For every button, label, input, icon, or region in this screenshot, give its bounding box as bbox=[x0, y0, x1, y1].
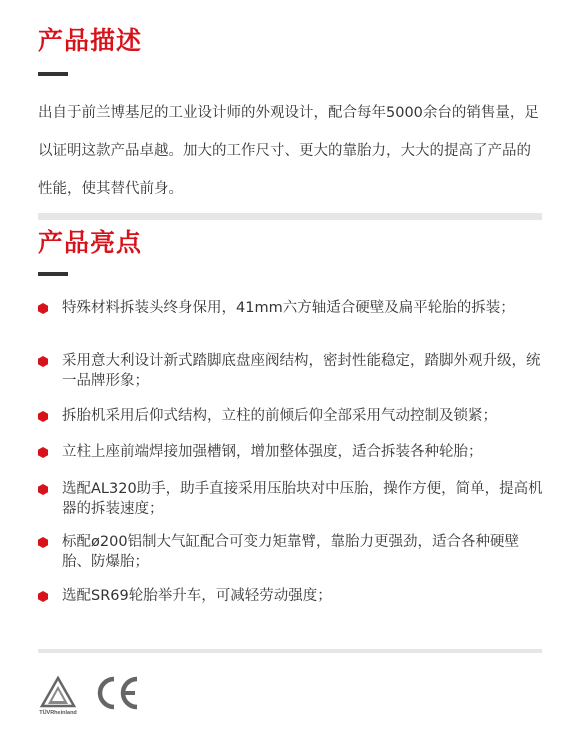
hexagon-bullet-icon bbox=[38, 537, 48, 548]
highlight-text: 特殊材料拆装头终身保用，41mm六方轴适合硬壁及扁平轮胎的拆装； bbox=[62, 300, 515, 316]
highlight-item bbox=[38, 298, 548, 318]
highlight-item bbox=[38, 532, 548, 572]
svg-text:TÜVRheinland: TÜVRheinland bbox=[39, 710, 77, 716]
highlight-text: 标配ø200铝制大气缸配合可变力矩靠臂，靠胎力更强劲，适合各种硬壁胎、防爆胎； bbox=[62, 534, 520, 570]
highlight-item bbox=[38, 479, 548, 519]
highlight-item bbox=[38, 406, 548, 426]
hexagon-bullet-icon bbox=[38, 303, 48, 314]
hexagon-bullet-icon bbox=[38, 484, 48, 495]
highlight-item bbox=[38, 442, 548, 462]
highlight-text: 采用意大利设计新式踏脚底盘座阀结构，密封性能稳定，踏脚外观升级，统一品牌形象； bbox=[62, 353, 541, 389]
ce-mark-icon bbox=[94, 674, 142, 712]
hexagon-bullet-icon bbox=[38, 591, 48, 602]
section-divider bbox=[38, 213, 542, 220]
footer-divider bbox=[38, 649, 542, 653]
highlights-title: 产品亮点 bbox=[38, 228, 143, 257]
hexagon-bullet-icon bbox=[38, 447, 48, 458]
hexagon-bullet-icon bbox=[38, 356, 48, 367]
tuv-rheinland-logo-icon bbox=[38, 676, 78, 716]
highlights-title-underline bbox=[38, 272, 68, 276]
hexagon-bullet-icon bbox=[38, 411, 48, 422]
certification-logos bbox=[38, 672, 158, 716]
description-title-underline bbox=[38, 72, 68, 76]
highlight-item bbox=[38, 586, 548, 606]
highlight-text: 选配SR69轮胎举升车，可减轻劳动强度； bbox=[62, 588, 332, 604]
highlight-text: 立柱上座前端焊接加强槽钢，增加整体强度，适合拆装各种轮胎； bbox=[62, 444, 483, 460]
highlight-text: 选配AL320助手，助手直接采用压胎块对中压胎，操作方便，简单，提高机器的拆装速度； bbox=[62, 481, 543, 517]
highlight-item bbox=[38, 351, 548, 391]
description-title: 产品描述 bbox=[38, 26, 143, 55]
highlight-text: 拆胎机采用后仰式结构，立柱的前倾后仰全部采用气动控制及锁紧； bbox=[62, 408, 497, 424]
description-text: 出自于前兰博基尼的工业设计师的外观设计，配合每年5000余台的销售量，足以证明这款产品卓越。加大的工作尺寸、更大的靠胎力，大大的提高了产品的性能，使其替代前身。 bbox=[38, 105, 539, 197]
